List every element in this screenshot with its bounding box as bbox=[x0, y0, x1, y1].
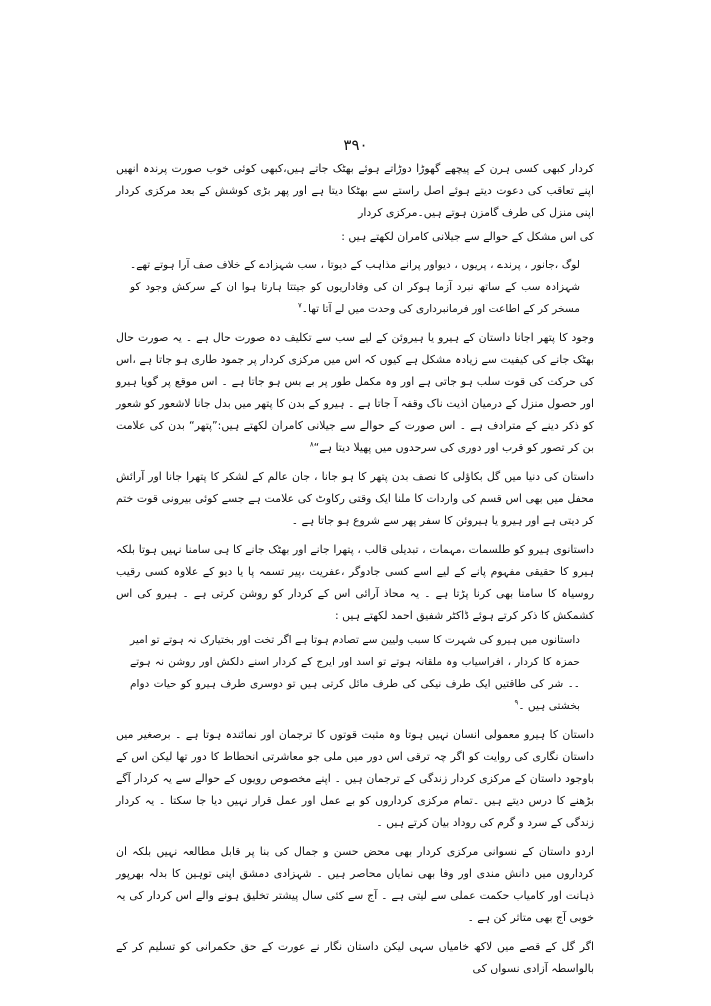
paragraph-3: داستان کی دنیا میں گل بکاؤلی کا نصف بدن پتھر کا ہو جانا ، جان عالم کے لشکر کا پتھرا جانا اور آرائش محفل میں بھی اس قسم کی واردات کا ملنا ایک وقتی رکاوٹ کی علامت ہے جسے کوئی بیرونی قوت ختم کر دیتی ہے اور ہیرو یا ہیروئن کا سفر پھر سے شروع ہو جاتا ہے ۔ bbox=[116, 470, 594, 527]
paragraph-2 bbox=[116, 327, 594, 459]
block-quote-1 bbox=[130, 254, 580, 320]
block-quote-text: داستانوں میں ہیرو کی شہرت کا سبب ولیین سے تصادم ہوتا ہے اگر تخت اور بختیارک نہ ہوتے تو امیر حمزہ کا کردار ، افراسیاب وہ ملقانہ ہوتے تو اسد اور ایرج کے کردار اسنے دلکش اور روشن نہ ہوتے ۔۔ شر کی طاقتیں ایک طرف نیکی کی طرف مائل کرتی ہیں تو دوسری طرف ہیرو کو حیات دوام بخشتی ہیں ۔ bbox=[130, 634, 580, 712]
footnote-marker: ۸ bbox=[309, 440, 314, 449]
quote-intro: کی اس مشکل کے حوالے سے جیلانی کامران لکھتے ہیں : bbox=[341, 230, 594, 243]
paragraph-7: اگر گل کے قصے میں لاکھ خامیاں سہی لیکن داستان نگار نے عورت کے حق حکمرانی کو تسلیم کر کے بالواسطہ آزادی نسواں کی bbox=[116, 940, 594, 975]
paragraph-5: داستان کا ہیرو معمولی انسان نہیں ہوتا وہ مثبت قوتوں کا ترجمان اور نمائندہ ہوتا ہے ۔ برصغیر میں داستان نگاری کی روایت کو اگر چہ ترقی اس دور میں ملی جو معاشرتی انحطاط کا دور تھا لیکن اس کے باوجود داستان کے مرکزی کردار زندگی کے ترجمان ہیں ۔ اپنے مخصوص رویوں کے حوالے سے یہ کردار آگے بڑھنے کا درس دیتے ہیں ۔تمام مرکزی کرداروں کو بے عمل اور عمل قرار نہیں دیا جا سکتا ۔ یہ کردار زندگی کے سرد و گرم کی روداد بیان کرتے ہیں ۔ bbox=[116, 728, 594, 829]
document-body bbox=[116, 158, 594, 987]
paragraph-4: داستانوی ہیرو کو طلسمات ،مہمات ، تبدیلی قالب ، پتھرا جانے اور بھٹک جانے کا ہی سامنا نہیں ہوتا بلکہ ہیرو کا حقیقی مفہوم پانے کے لیے اسے کسی جادوگر ،عفریت ،پیر تسمہ پا یا دیو کے علاوہ کسی رقیب روسیاہ کا سامنا بھی کرنا پڑتا ہے ۔ یہ محاذ آرائی اس کے کردار کو روشن کرتی ہے ۔ ہیرو کی اس کشمکش کا ذکر کرتے ہوئے ڈاکٹر شفیق احمد لکھتے ہیں : bbox=[116, 543, 594, 622]
footnote-marker: ۷ bbox=[298, 301, 302, 310]
block-quote-2 bbox=[130, 629, 580, 717]
paragraph-text: وجود کا پتھر اجانا داستان کے ہیرو یا ہیروئن کے لیے سب سے تکلیف دہ صورت حال ہے ۔ یہ صورت حال بھٹک جانے کی کیفیت سے زیادہ مشکل ہے کیوں کہ اس میں مرکزی کردار پر جمود طاری ہو جاتا ہے ،اس کی حرکت کی قوت سلب ہو جاتی ہے اور وہ مکمل طور پر بے بس ہو جاتا ہے ۔ اس موقع پر گویا ہیرو اور حصول منزل کے درمیان اذیت ناک وقفہ آ جاتا ہے ۔ ہیرو کے بدن کا پتھر میں بدل جانا لاشعور کو شعور کو ذکر دینے کے مترادف ہے ۔ اس صورت کے حوالے سے جیلانی کامران لکھتے ہیں:”پتھر“ بدن کی علامت بن کر تصور کو قرب اور دوری کی سرحدوں میں پھیلا دیتا ہے“ bbox=[116, 331, 594, 454]
footnote-marker: ۹ bbox=[514, 698, 519, 707]
paragraph-6: اردو داستان کے نسوانی مرکزی کردار بھی محض حسن و جمال کی بنا پر قابل مطالعہ نہیں بلکہ ان کرداروں میں دانش مندی اور وفا بھی نمایاں محاصر ہیں ۔ شہزادی دمشق اپنی توہین کا بدلہ بھرپور ذہانت اور کامیاب حکمت عملی سے لیتی ہے ۔ آج سے کئی سال پیشتر تخلیق ہونے والے اس کردار کی یہ خوبی آج بھی متاثر کن ہے ۔ bbox=[116, 845, 594, 924]
page-number: ۳۹۰ bbox=[343, 136, 368, 154]
paragraph-1: کردار کبھی کسی ہرن کے پیچھے گھوڑا دوڑاتے ہوئے بھٹک جاتے ہیں،کبھی کوئی خوب صورت پرندہ انھیں اپنے تعاقب کی دعوت دیتے ہوئے اصل راستے سے بھٹکا دیتا ہے اور پھر بڑی کوشش کے بعد مرکزی کردار اپنی منزل کی طرف گامزن ہوتے ہیں۔مرکزی کردار bbox=[116, 162, 594, 219]
block-quote-text: لوگ ،جانور ، پرندے ، پریوں ، دیواور پرانے مذاہب کے دیوتا ، سب شہزادے کے خلاف صف آرا ہوتے تھے۔ شہزادہ سب کے ساتھ نبرد آزما ہوکر ان کی وفاداریوں کو جیتتا ہارتا ہوا ان کے سرکش وجود کو مسخر کر کے اطاعت اور فرمانبرداری کی وحدت میں لے آتا تھا۔ bbox=[130, 259, 580, 315]
